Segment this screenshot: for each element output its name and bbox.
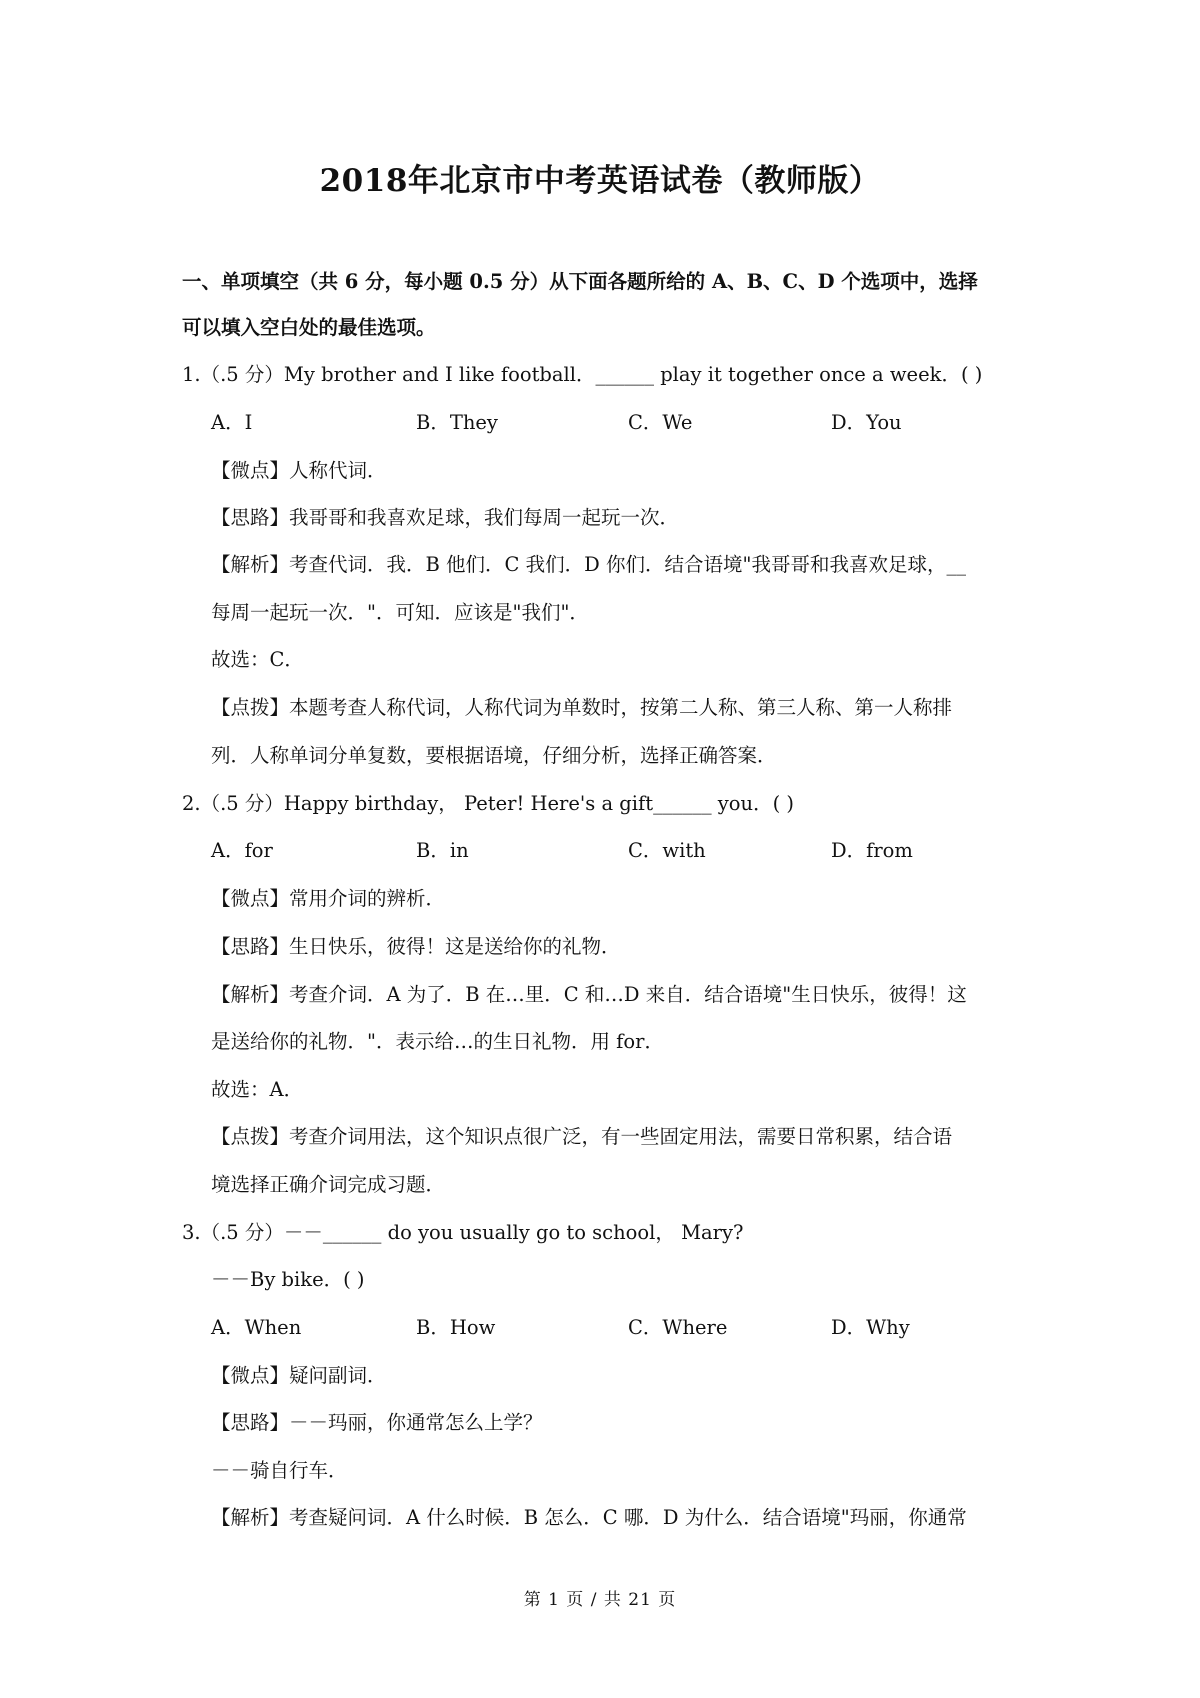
q3-jiexi-line1: 【解析】考查疑问词．A 什么时候．B 怎么．C 哪．D 为什么．结合语境"玛丽，你通常 [211, 1506, 967, 1529]
q1-jiexi-line2: 每周一起玩一次．"．可知．应该是"我们"． [211, 601, 589, 624]
section-heading-line1: 一、单项填空（共 6 分，每小题 0.5 分）从下面各题所给的 A、B、C、D 个选项中，选择 [182, 270, 978, 293]
q2-option-d: D．from [831, 839, 913, 862]
q3-silu-line1: 【思路】－－玛丽，你通常怎么上学？ [211, 1411, 543, 1434]
q1-dianbo-line1: 【点拨】本题考查人称代词，人称代词为单数时，按第二人称、第三人称、第一人称排 [211, 696, 953, 719]
q2-stem: 2.（.5 分）Happy birthday， Peter! Here's a gift______ you．( ) [182, 792, 794, 815]
q1-option-b: B．They [416, 411, 498, 434]
q3-stem-reply: －－By bike．( ) [211, 1268, 365, 1291]
q3-option-d: D．Why [831, 1316, 910, 1339]
q2-jiexi-line1: 【解析】考查介词．A 为了．B 在…里．C 和…D 来自．结合语境"生日快乐，彼得！这 [211, 983, 967, 1006]
q1-option-c: C．We [628, 411, 693, 434]
q2-answer: 故选：A． [211, 1078, 304, 1101]
q3-silu-line2: －－骑自行车． [211, 1459, 348, 1482]
q2-option-a: A．for [211, 839, 273, 862]
q3-option-a: A．When [211, 1316, 302, 1339]
q1-answer: 故选：C． [211, 648, 304, 671]
q1-jiexi-line1: 【解析】考查代词．我．B 他们．C 我们．D 你们．结合语境"我哥哥和我喜欢足球，__ [211, 553, 966, 576]
q2-option-b: B．in [416, 839, 469, 862]
q3-stem: 3.（.5 分）－－______ do you usually go to school， Mary? [182, 1221, 744, 1244]
section-heading-line2: 可以填入空白处的最佳选项。 [182, 316, 436, 339]
q2-dianbo-line2: 境选择正确介词完成习题． [211, 1173, 446, 1196]
q2-dianbo-line1: 【点拨】考查介词用法，这个知识点很广泛，有一些固定用法，需要日常积累，结合语 [211, 1125, 953, 1148]
q2-weidian: 【微点】常用介词的辨析． [211, 887, 446, 910]
q1-dianbo-line2: 列．人称单词分单复数，要根据语境，仔细分析，选择正确答案． [211, 744, 777, 767]
q2-option-c: C．with [628, 839, 706, 862]
q1-weidian: 【微点】人称代词． [211, 459, 387, 482]
page-title: 2018年北京市中考英语试卷（教师版） [319, 163, 881, 199]
page-footer: 第 1 页 / 共 21 页 [523, 1590, 677, 1610]
q2-jiexi-line2: 是送给你的礼物．"．表示给…的生日礼物．用 for． [211, 1030, 664, 1053]
q1-stem: 1.（.5 分）My brother and I like football．______ play it together once a week．( ) [182, 363, 983, 386]
q1-silu: 【思路】我哥哥和我喜欢足球，我们每周一起玩一次． [211, 506, 680, 529]
q3-option-b: B．How [416, 1316, 496, 1339]
q3-option-c: C．Where [628, 1316, 728, 1339]
q2-silu: 【思路】生日快乐，彼得！这是送给你的礼物． [211, 935, 621, 958]
q1-option-a: A．I [211, 411, 253, 434]
q3-weidian: 【微点】疑问副词． [211, 1364, 387, 1387]
q1-option-d: D．You [831, 411, 902, 434]
